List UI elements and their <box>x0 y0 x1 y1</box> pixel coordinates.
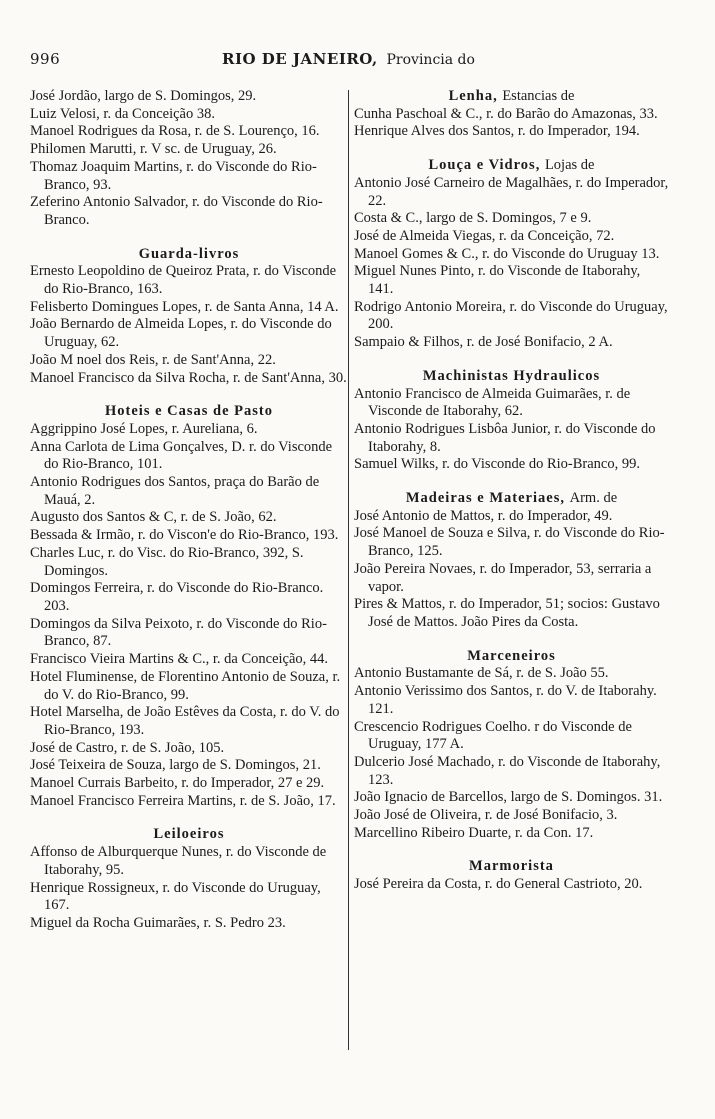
directory-entry: Sampaio & Filhos, r. de José Bonifacio, 2 A. <box>354 334 613 351</box>
directory-entry: Costa & C., largo de S. Domingos, 7 e 9. <box>354 210 592 227</box>
directory-entry: José Antonio de Mattos, r. do Imperador, 49. <box>354 507 613 524</box>
section-guarda-livros <box>30 246 348 388</box>
section-heading-main: Louça e Vidros, <box>428 157 541 174</box>
section-marceneiros <box>354 648 669 843</box>
section-heading: Guarda-livros <box>138 245 240 262</box>
directory-entry: Rodrigo Antonio Moreira, r. do Visconde do Uruguay, 200. <box>354 298 668 333</box>
directory-entry: Antonio José Carneiro de Magalhães, r. do Imperador, 22. <box>354 174 669 209</box>
right-column <box>354 88 669 894</box>
directory-entry: José Jordão, largo de S. Domingos, 29. <box>30 88 257 104</box>
section-heading: Leiloeiros <box>153 826 225 843</box>
directory-entry: João José de Oliveira, r. de José Bonifacio, 3. <box>354 807 618 824</box>
directory-entry: Cunha Paschoal & C., r. do Barão do Amazonas, 33. <box>354 105 658 122</box>
section-heading-suffix: Estancias de <box>502 88 575 104</box>
page-number: 996 <box>30 50 61 68</box>
running-title-sub: Provincia do <box>386 52 475 68</box>
initial-entries <box>30 88 348 230</box>
section-leiloeiros <box>30 826 348 932</box>
directory-entry: Ernesto Leopoldino de Queiroz Prata, r. do Visconde do Rio-Branco, 163. <box>30 263 337 298</box>
directory-entry: Hotel Fluminense, de Florentino Antonio de Souza, r. do V. do Rio-Branco, 99. <box>30 668 341 703</box>
directory-entry: Miguel da Rocha Guimarães, r. S. Pedro 23. <box>30 914 286 931</box>
section-heading-main: Marceneiros <box>467 647 556 664</box>
section-madeiras <box>354 490 669 632</box>
directory-entry: José Teixeira de Souza, largo de S. Domingos, 21. <box>30 757 321 774</box>
directory-entry: José de Almeida Viegas, r. da Conceição, 72. <box>354 227 615 244</box>
directory-entry: Antonio Rodrigues dos Santos, praça do Barão de Mauá, 2. <box>30 474 320 508</box>
directory-entry: Francisco Vieira Martins & C., r. da Conceição, 44. <box>30 651 329 668</box>
directory-entry: Antonio Bustamante de Sá, r. de S. João 55. <box>354 665 609 682</box>
directory-entry: Pires & Mattos, r. do Imperador, 51; socios: Gustavo José de Mattos. João Pires da Costa. <box>354 596 660 630</box>
directory-entry: Affonso de Alburquerque Nunes, r. do Visconde de Itaborahy, 95. <box>30 844 327 878</box>
directory-entry: Manoel Gomes & C., r. do Visconde do Uruguay 13. <box>354 245 660 262</box>
directory-entry: Antonio Rodrigues Lisbôa Junior, r. do Visconde do Itaborahy, 8. <box>354 420 656 455</box>
page-header <box>30 50 680 72</box>
directory-entry: Augusto dos Santos & C, r. de S. João, 62. <box>30 509 277 526</box>
directory-entry: Manoel Rodrigues da Rosa, r. de S. Lourenço, 16. <box>30 123 320 140</box>
directory-entry: Charles Luc, r. do Visc. do Rio-Branco, 392, S. Domingos. <box>30 544 304 579</box>
directory-entry: Philomen Marutti, r. V sc. de Uruguay, 26. <box>30 141 277 158</box>
section-heading-suffix: Lojas de <box>544 157 595 174</box>
directory-entry: Miguel Nunes Pinto, r. do Visconde de Itaborahy, 141. <box>354 263 641 298</box>
section-hoteis <box>30 403 348 810</box>
section-heading-suffix: Arm. de <box>569 490 618 507</box>
directory-entry: João Bernardo de Almeida Lopes, r. do Visconde do Uruguay, 62. <box>30 316 332 351</box>
directory-entry: Bessada & Irmão, r. do Viscon'e do Rio-Branco, 193. <box>30 527 339 544</box>
directory-entry: Antonio Francisco de Almeida Guimarães, r. de Visconde de Itaborahy, 62. <box>354 385 631 420</box>
directory-entry: Domingos da Silva Peixoto, r. do Visconde do Rio-Branco, 87. <box>30 615 327 650</box>
section-heading <box>354 858 669 876</box>
directory-entry: Henrique Alves dos Santos, r. do Imperador, 194. <box>354 123 640 140</box>
directory-entry: Manoel Francisco da Silva Rocha, r. de Sant'Anna, 30. <box>30 369 347 386</box>
directory-entry: Manoel Currais Barbeito, r. do Imperador, 27 e 29. <box>30 775 325 792</box>
directory-entry: Luiz Velosi, r. da Conceição 38. <box>30 105 215 122</box>
section-marmorista <box>354 858 669 893</box>
section-lenha <box>354 88 669 141</box>
running-title <box>222 50 475 68</box>
section-heading <box>354 157 669 175</box>
directory-entry: Crescencio Rodrigues Coelho. r do Visconde de Uruguay, 177 A. <box>354 718 632 753</box>
directory-entry: Domingos Ferreira, r. do Visconde do Rio-Branco. 203. <box>30 580 324 614</box>
directory-entry: José Manoel de Souza e Silva, r. do Visconde do Rio-Branco, 125. <box>354 525 665 560</box>
directory-entry: Thomaz Joaquim Martins, r. do Visconde do Rio-Branco, 93. <box>30 158 317 193</box>
column-divider <box>348 90 349 1050</box>
directory-entry: Samuel Wilks, r. do Visconde do Rio-Branco, 99. <box>354 456 640 473</box>
directory-entry: Manoel Francisco Ferreira Martins, r. de S. João, 17. <box>30 792 336 809</box>
directory-entry: Antonio Verissimo dos Santos, r. do V. de Itaborahy. 121. <box>354 683 657 717</box>
running-title-main: RIO DE JANEIRO, <box>222 50 378 68</box>
section-louca-vidros <box>354 157 669 352</box>
directory-entry: Felisberto Domingues Lopes, r. de Santa Anna, 14 A. <box>30 298 339 315</box>
section-heading <box>354 490 669 508</box>
section-heading: Hoteis e Casas de Pasto <box>105 403 273 420</box>
directory-entry: Dulcerio José Machado, r. do Visconde de Itaborahy, 123. <box>354 753 661 788</box>
section-heading-main: Machinistas Hydraulicos <box>422 367 601 384</box>
directory-entry: José Pereira da Costa, r. do General Castrioto, 20. <box>354 876 643 893</box>
directory-entry: Aggrippino José Lopes, r. Aureliana, 6. <box>30 420 258 437</box>
section-heading-main: Madeiras e Materiaes, <box>405 490 565 507</box>
section-heading <box>354 88 669 106</box>
directory-entry: Anna Carlota de Lima Gonçalves, D. r. do Visconde do Rio-Branco, 101. <box>30 438 333 473</box>
directory-entry: Henrique Rossigneux, r. do Visconde do Uruguay, 167. <box>30 879 321 914</box>
directory-entry: Zeferino Antonio Salvador, r. do Visconde do Rio-Branco. <box>30 194 323 228</box>
directory-entry: João Pereira Novaes, r. do Imperador, 53, serraria a vapor. <box>354 560 652 595</box>
directory-entry: João Ignacio de Barcellos, largo de S. Domingos. 31. <box>354 789 663 806</box>
left-column <box>30 88 348 933</box>
section-heading <box>354 648 669 666</box>
directory-entry: José de Castro, r. de S. João, 105. <box>30 739 225 756</box>
section-machinistas <box>354 368 669 474</box>
directory-entry: Marcellino Ribeiro Duarte, r. da Con. 17. <box>354 824 594 841</box>
section-heading-main: Lenha, <box>448 88 498 104</box>
directory-entry: Hotel Marselha, de João Estêves da Costa, r. do V. do Rio-Branco, 193. <box>30 704 340 738</box>
section-heading <box>354 368 669 386</box>
directory-entry: João M noel dos Reis, r. de Sant'Anna, 22. <box>30 351 276 368</box>
section-heading-main: Marmorista <box>469 858 554 875</box>
